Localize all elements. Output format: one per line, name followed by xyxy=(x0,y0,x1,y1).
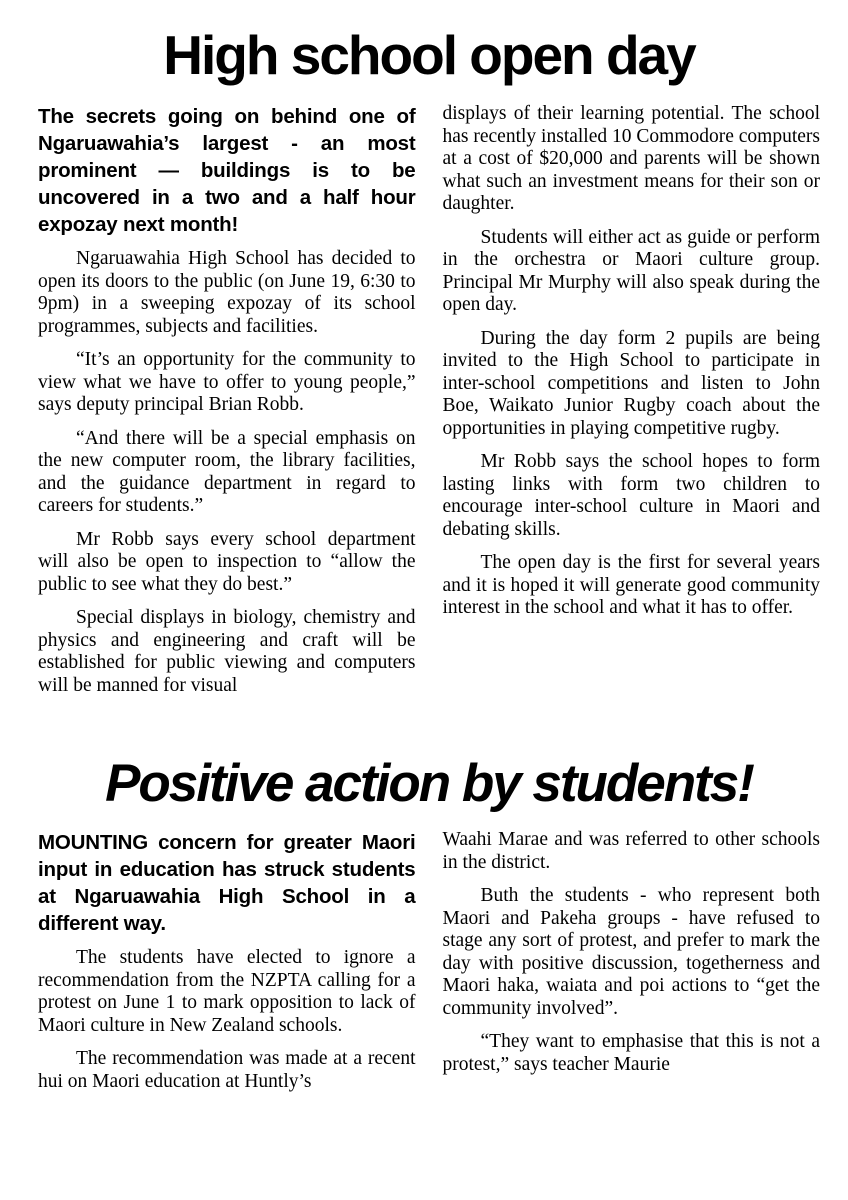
article-columns xyxy=(38,829,820,1104)
article-paragraph: Students will either act as guide or perform in the orchestra or Maori culture group. Principal Mr Murphy will also speak during the open day. xyxy=(442,226,820,316)
article-lead: The secrets going on behind one of Ngaruawahia’s largest - an most prominent — buildings is to be uncovered in a two and a half hour expozay next month! xyxy=(38,105,416,237)
article-positive-action-by-students xyxy=(38,754,820,1104)
article-paragraph: “It’s an opportunity for the community to view what we have to offer to young people,” says deputy principal Brian Robb. xyxy=(38,349,416,416)
article-column-left xyxy=(38,829,416,1104)
article-paragraph: The students have elected to ignore a recommendation from the NZPTA calling for a protest on June 1 to mark opposition to lack of Maori culture in New Zealand schools. xyxy=(38,947,416,1036)
article-column-right xyxy=(443,103,821,708)
article-paragraph: displays of their learning potential. The school has recently installed 10 Commodore computers at a cost of $20,000 and parents will be shown what such an investment means for their son or daughter. xyxy=(442,103,820,215)
article-paragraph: “They want to emphasise that this is not a protest,” says teacher Maurie xyxy=(442,1031,820,1075)
paragraph-group-right xyxy=(443,829,821,1076)
paragraph-group-right xyxy=(443,103,821,620)
article-column-right xyxy=(443,829,821,1104)
article-paragraph: The recommendation was made at a recent hui on Maori education at Huntly’s xyxy=(38,1048,416,1092)
article-paragraph: Special displays in biology, chemistry and physics and engineering and craft will be established for public viewing and computers will be manned for visual xyxy=(38,607,416,696)
article-column-left xyxy=(38,103,416,708)
article-paragraph: Mr Robb says every school department will also be open to inspection to “allow the public to see what they do best.” xyxy=(38,528,416,595)
article-paragraph: Ngaruawahia High School has decided to open its doors to the public (on June 19, 6:30 to 9pm) in a sweeping expozay of its school programmes, subjects and facilities. xyxy=(38,248,416,337)
article-paragraph: Buth the students - who represent both Maori and Pakeha groups - have refused to stage any sort of protest, and prefer to mark the day with positive discussion, togetherness and Maori haka, waiata and poi actions to “get the community involved”. xyxy=(442,885,820,1019)
article-title: High school open day xyxy=(163,24,695,86)
article-high-school-open-day xyxy=(38,24,820,708)
article-paragraph: During the day form 2 pupils are being invited to the High School to participate in inter-school competitions and listen to John Boe, Waikato Junior Rugby coach about the opportunities in playing competitive rugby. xyxy=(442,327,820,439)
paragraph-group-left xyxy=(38,248,416,697)
article-title: Positive action by students! xyxy=(105,754,753,814)
article-lead: MOUNTING concern for greater Maori input in education has struck students at Ngaruawahia High School in a different way. xyxy=(38,831,416,936)
article-paragraph: Mr Robb says the school hopes to form lasting links with form two children to encourage inter-school culture in Maori and debating skills. xyxy=(442,451,820,540)
article-paragraph: The open day is the first for several years and it is hoped it will generate good community interest in the school and what it has to offer. xyxy=(442,552,820,619)
article-columns xyxy=(38,103,820,708)
article-paragraph: “And there will be a special emphasis on the new computer room, the library facilities, and the guidance department in regard to careers for students.” xyxy=(38,427,416,517)
article-paragraph: Waahi Marae and was referred to other schools in the district. xyxy=(442,829,820,873)
paragraph-group-left xyxy=(38,947,416,1093)
